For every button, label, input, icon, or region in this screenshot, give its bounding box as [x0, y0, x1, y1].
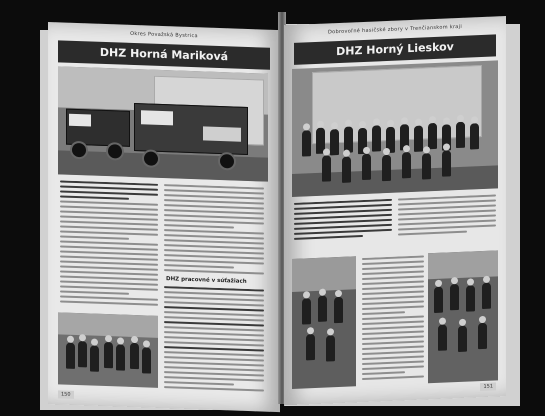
right-text-column-1	[294, 199, 392, 255]
photo-fire-trucks	[58, 66, 268, 181]
truck-wheel	[218, 152, 236, 171]
truck-wheel	[142, 149, 160, 168]
right-text-column-2	[398, 194, 496, 250]
right-page-title: DHZ Horný Lieskov	[294, 34, 496, 64]
left-running-head: Okres Považská Bystrica	[130, 30, 198, 40]
photo-uniformed-group	[428, 250, 498, 383]
left-page	[48, 22, 280, 412]
truck-wheel	[106, 142, 124, 161]
right-running-head: Dobrovoľné hasičské zbory v Trenčianskom kraji	[327, 23, 463, 36]
left-section-heading: DHZ pracovné v súťažiach	[166, 276, 247, 285]
right-page	[284, 16, 506, 405]
left-text-column-3	[164, 286, 264, 395]
photo-ground	[58, 151, 268, 182]
photo-firefighters-station	[292, 60, 498, 197]
truck-wheel	[70, 141, 88, 160]
photo-firefighter-group	[58, 312, 158, 387]
right-text-column-3	[362, 255, 424, 386]
left-page-title: DHZ Horná Mariková	[58, 40, 270, 69]
photo-historic-firefighters	[292, 256, 356, 389]
left-text-column-1	[60, 180, 158, 309]
right-page-number: 151	[480, 382, 496, 391]
left-text-column-2	[164, 184, 264, 277]
left-page-number: 150	[58, 390, 74, 399]
fire-truck-large	[134, 103, 248, 155]
